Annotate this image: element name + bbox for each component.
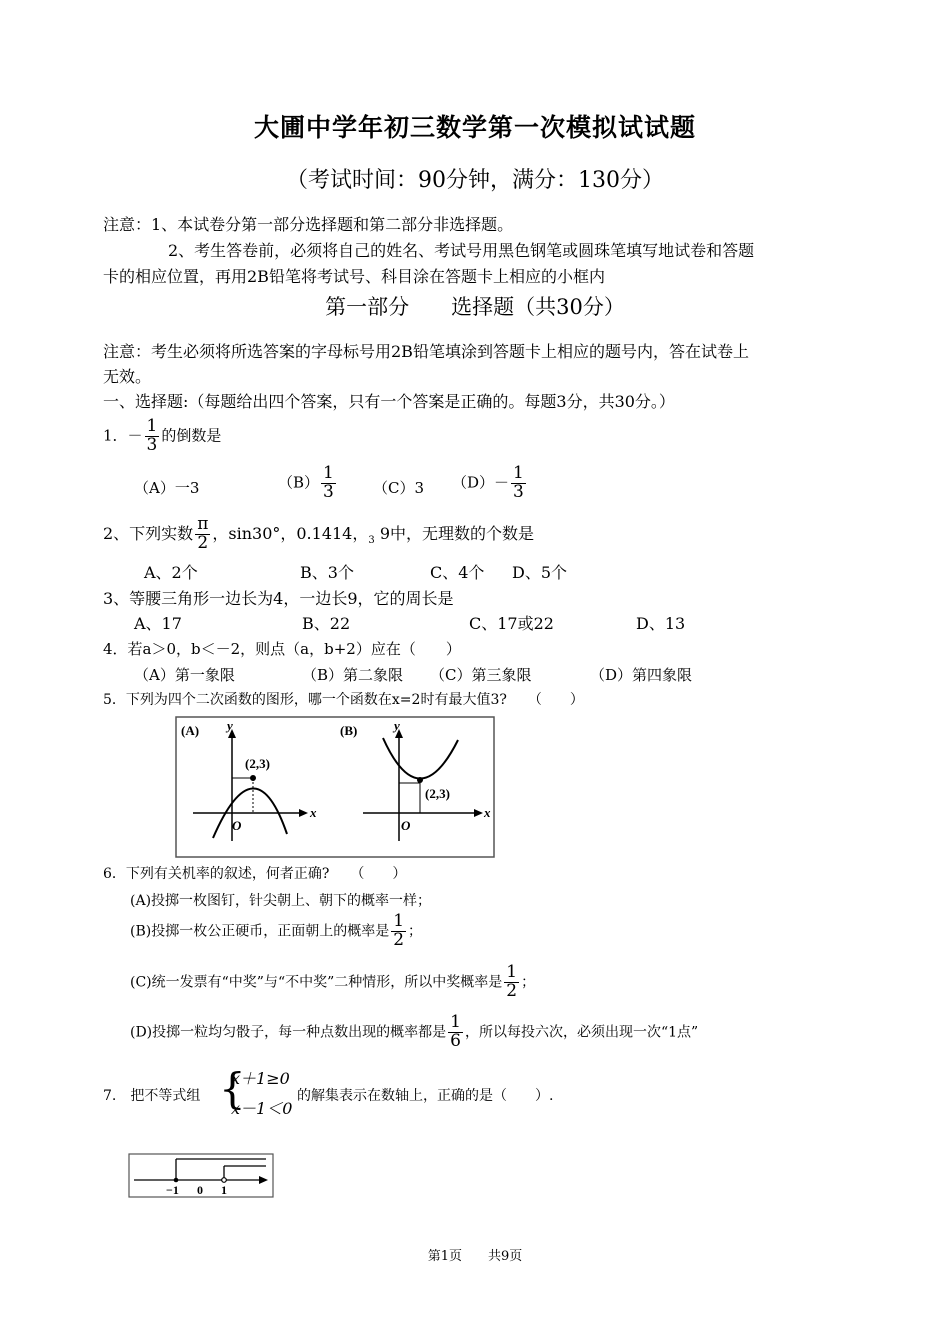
q1-option-b-num: 1 xyxy=(323,463,334,483)
q6-option-b-fraction xyxy=(391,913,406,950)
graph-b-point-label: (2,3) xyxy=(425,786,450,801)
q1-suffix: 的倒数是 xyxy=(161,426,222,445)
q7-tick-0: 0 xyxy=(197,1183,203,1197)
q7-inequality-2: x－1＜0 xyxy=(231,1099,293,1118)
q6-option-b-den: 2 xyxy=(393,929,405,950)
q6-option-a: (A)投掷一枚图钉，针尖朝上、朝下的概率一样； xyxy=(130,893,432,909)
q2-frac-den: 2 xyxy=(197,532,209,553)
q1-option-a: （A）一3 xyxy=(134,479,200,497)
q1-option-b-den: 3 xyxy=(323,481,334,502)
q6-option-c xyxy=(130,964,535,1001)
q7-prefix: 7. 把不等式组 xyxy=(103,1088,201,1104)
q6-option-d-end: ，所以每投六次，必须出现一次“1点” xyxy=(464,1024,699,1041)
exam-subtitle: （考试时间：90分钟，满分：130分） xyxy=(286,168,664,193)
q1-option-d-fraction xyxy=(511,465,526,502)
q7-inequality-1: x＋1≥0 xyxy=(231,1069,290,1088)
page-footer: 第1页 共9页 xyxy=(427,1249,523,1264)
q2-root-index: 3 xyxy=(368,535,375,547)
q1-option-b xyxy=(278,465,338,502)
q2-option-a: A、2个 xyxy=(144,563,198,582)
q6-option-c-fraction xyxy=(504,964,519,1001)
q6-option-b-end: ； xyxy=(408,923,423,940)
q1-option-b-fraction xyxy=(321,465,336,502)
q6-option-c-text: (C)统一发票有“中奖”与“不中奖”二种情形，所以中奖概率是 xyxy=(130,974,503,991)
part1-heading: 第一部分 选择题（共30分） xyxy=(325,295,625,319)
q6-option-b xyxy=(130,913,422,950)
part1-notice-line-1: 注意：考生必须将所选答案的字母标号用2B铅笔填涂到答题卡上相应的题号内，答在试卷上 xyxy=(103,342,749,361)
section-heading: 一、选择题:（每题给出四个答案，只有一个答案是正确的。每题3分，共30分。） xyxy=(103,392,675,411)
q1-frac-den: 3 xyxy=(146,434,158,455)
q2-middle: ，sin30°，0.1414， xyxy=(212,523,369,543)
q7-suffix: 的解集表示在数轴上，正确的是（ ）. xyxy=(297,1088,554,1104)
q6-option-d-den: 6 xyxy=(450,1030,461,1051)
q1-option-c: （C）3 xyxy=(373,479,425,497)
question-3: 3、等腰三角形一边长为4，一边长9，它的周长是 xyxy=(103,589,454,608)
q4-option-d: （D）第四象限 xyxy=(590,666,693,684)
q1-option-d xyxy=(452,465,528,502)
question-6: 6．下列有关机率的叙述，何者正确? （ ） xyxy=(103,866,407,882)
q6-option-d-num: 1 xyxy=(450,1012,461,1032)
q7-closed-dot xyxy=(174,1178,179,1183)
graph-b-origin: O xyxy=(401,818,411,833)
graph-b-label: (B) xyxy=(340,723,358,738)
q6-option-c-end: ； xyxy=(521,974,536,991)
q4-option-c: （C）第三象限 xyxy=(430,666,532,684)
q4-option-a: （A）第一象限 xyxy=(134,666,235,684)
q3-option-a: A、17 xyxy=(134,614,182,633)
question-1 xyxy=(103,418,221,455)
q1-frac-num: 1 xyxy=(146,416,158,436)
q2-option-c: C、4个 xyxy=(430,563,485,582)
q2-fraction xyxy=(195,516,210,553)
q6-option-b-num: 1 xyxy=(393,911,405,931)
q3-option-d: D、13 xyxy=(636,614,686,633)
graph-a-origin: O xyxy=(232,818,242,833)
q7-tick-neg1: −1 xyxy=(166,1183,179,1197)
q6-option-d-fraction xyxy=(448,1014,463,1051)
notice-line-1: 注意：1、本试卷分第一部分选择题和第二部分非选择题。 xyxy=(103,215,514,234)
graph-a-x-label: x xyxy=(310,805,317,820)
graph-a-point-label: (2,3) xyxy=(245,756,270,771)
q1-prefix: 1．－ xyxy=(103,426,143,445)
graph-b-x-label: x xyxy=(484,805,491,820)
q1-fraction xyxy=(145,418,160,455)
q2-frac-num: π xyxy=(197,514,209,534)
q2-prefix: 2、下列实数 xyxy=(103,523,194,543)
q5-graphs-figure xyxy=(175,716,495,858)
notice-line-3: 卡的相应位置，再用2B铅笔将考试号、科目涂在答题卡上相应的小框内 xyxy=(103,267,605,286)
graph-a-y-label: y xyxy=(227,718,233,733)
graph-a-label: (A) xyxy=(181,723,200,738)
q7-tick-1: 1 xyxy=(221,1183,227,1197)
q1-option-b-label: （B） xyxy=(278,473,320,492)
q1-option-d-num: 1 xyxy=(513,463,524,483)
q6-option-d-text: (D)投掷一粒均匀骰子，每一种点数出现的概率都是 xyxy=(130,1024,447,1041)
q2-option-b: B、3个 xyxy=(300,563,354,582)
q1-option-d-den: 3 xyxy=(513,481,524,502)
question-2 xyxy=(103,516,534,553)
question-4: 4．若a＞0，b＜－2，则点（a，b+2）应在（ ） xyxy=(103,640,461,658)
question-5: 5．下列为四个二次函数的图形，哪一个函数在x=2时有最大值3? （ ） xyxy=(103,692,584,708)
q7-open-dot xyxy=(222,1178,227,1183)
q2-option-d: D、5个 xyxy=(512,563,568,582)
q6-option-c-den: 2 xyxy=(506,980,518,1001)
q3-option-b: B、22 xyxy=(302,614,351,633)
part1-notice-line-2: 无效。 xyxy=(103,367,152,386)
notice-line-2: 2、考生答卷前，必须将自己的姓名、考试号用黑色钢笔或圆珠笔填写地试卷和答题 xyxy=(168,241,755,260)
q7-number-line-figure xyxy=(128,1153,274,1198)
q7-brace: { xyxy=(219,1064,246,1113)
q1-option-d-label: （D）－ xyxy=(452,473,510,492)
q6-option-b-text: (B)投掷一枚公正硬币，正面朝上的概率是 xyxy=(130,923,390,940)
q3-option-c: C、17或22 xyxy=(469,614,554,633)
q6-option-d xyxy=(130,1014,698,1051)
exam-title: 大圃中学年初三数学第一次模拟试试题 xyxy=(253,113,696,142)
q2-root-value: 9 xyxy=(379,523,391,543)
graph-b-y-label: y xyxy=(394,718,400,733)
q4-option-b: （B）第二象限 xyxy=(302,666,404,684)
q2-suffix: 中，无理数的个数是 xyxy=(390,523,535,543)
q6-option-c-num: 1 xyxy=(506,962,518,982)
